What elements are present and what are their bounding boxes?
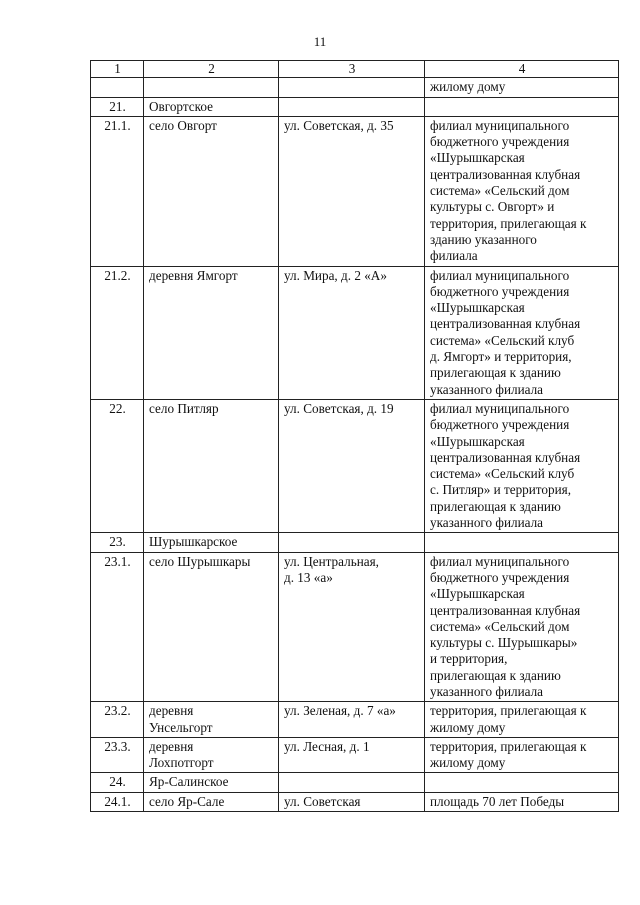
cell-text-line: территория, прилегающая к (430, 738, 587, 754)
cell-text-line: бюджетного учреждения (430, 417, 570, 433)
cell-text-line: указанного филиала (430, 683, 544, 699)
cell-text-line: с. Питляр» и территория, (430, 482, 572, 498)
header-col-4: 4 (425, 61, 619, 78)
cell-text-line: территория, прилегающая к (430, 215, 587, 231)
address-cell (279, 399, 425, 532)
row-number-cell: 24.1. (91, 792, 144, 811)
address-cell (279, 737, 425, 773)
cell-text-line: Унсельгорт (149, 719, 213, 735)
row-number-cell: 23.3. (91, 737, 144, 773)
cell-text-line: бюджетного учреждения (430, 283, 570, 299)
locality-name-cell (144, 773, 279, 792)
locality-name-cell (144, 737, 279, 773)
row-number-cell: 23. (91, 533, 144, 552)
description-cell (425, 116, 619, 266)
cell-text-line: бюджетного учреждения (430, 134, 570, 150)
cell-text-line: ул. Мира, д. 2 «А» (284, 267, 387, 283)
cell-text-line: прилегающая к зданию (430, 667, 561, 683)
cell-text-line: село Яр-Сале (149, 793, 225, 809)
description-cell (425, 266, 619, 399)
cell-text-line: село Овгорт (149, 117, 217, 133)
header-row (91, 61, 619, 78)
description-cell (425, 552, 619, 702)
description-cell (425, 702, 619, 738)
cell-text-line: централизованная клубная (430, 602, 581, 618)
cell-text-line: д. 13 «а» (284, 569, 333, 585)
cell-text-line: централизованная клубная (430, 449, 581, 465)
address-cell (279, 702, 425, 738)
page-number: 11 (313, 34, 327, 49)
header-col-2: 2 (144, 61, 279, 78)
cell-text-line: ул. Советская, д. 35 (284, 117, 394, 133)
cell-text-line: культуры с. Шурышкары» (430, 635, 578, 651)
cell-text-line: Овгортское (149, 98, 213, 114)
cell-text-line: деревня (149, 703, 194, 719)
description-cell (425, 97, 619, 116)
cell-text-line: село Питляр (149, 400, 219, 416)
address-cell (279, 266, 425, 399)
header-col-1: 1 (91, 61, 144, 78)
cell-text-line: централизованная клубная (430, 316, 581, 332)
description-cell (425, 737, 619, 773)
address-cell (279, 552, 425, 702)
locality-name-cell (144, 533, 279, 552)
description-cell (425, 78, 619, 97)
address-cell (279, 116, 425, 266)
locality-name-cell (144, 702, 279, 738)
cell-text-line: указанного филиала (430, 515, 544, 531)
table-row (91, 399, 619, 532)
cell-text-line: ул. Советская, д. 19 (284, 400, 394, 416)
cell-text-line: филиал муниципального (430, 553, 570, 569)
address-cell (279, 773, 425, 792)
row-number-cell: 23.2. (91, 702, 144, 738)
cell-text-line: «Шурышкарская (430, 586, 525, 602)
description-cell (425, 399, 619, 532)
cell-text-line: культуры с. Овгорт» и (430, 199, 555, 215)
row-number-cell: 21.2. (91, 266, 144, 399)
cell-text-line: жилому дому (430, 719, 506, 735)
cell-text-line: филиал муниципального (430, 117, 570, 133)
cell-text-line: филиал муниципального (430, 400, 570, 416)
locality-name-cell (144, 792, 279, 811)
cell-text-line: ул. Зеленая, д. 7 «а» (284, 703, 396, 719)
table-row (91, 266, 619, 399)
cell-text-line: зданию указанного (430, 231, 537, 247)
cell-text-line: Яр-Салинское (149, 774, 229, 790)
row-number-cell: 21.1. (91, 116, 144, 266)
cell-text-line: д. Ямгорт» и территория, (430, 349, 572, 365)
cell-text-line: прилегающая к зданию (430, 365, 561, 381)
cell-text-line: жилому дому (430, 755, 506, 771)
cell-text-line: село Шурышкары (149, 553, 251, 569)
cell-text-line: «Шурышкарская (430, 150, 525, 166)
locality-name-cell (144, 78, 279, 97)
header-col-3: 3 (279, 61, 425, 78)
cell-text-line: деревня Ямгорт (149, 267, 238, 283)
table-row (91, 702, 619, 738)
description-cell (425, 792, 619, 811)
cell-text-line: и территория, (430, 651, 508, 667)
cell-text-line: прилегающая к зданию (430, 498, 561, 514)
cell-text-line: система» «Сельский дом (430, 183, 570, 199)
locality-name-cell (144, 97, 279, 116)
row-number-cell: 22. (91, 399, 144, 532)
cell-text-line: Шурышкарское (149, 534, 238, 550)
cell-text-line: бюджетного учреждения (430, 569, 570, 585)
cell-text-line: система» «Сельский дом (430, 618, 570, 634)
address-cell (279, 792, 425, 811)
cell-text-line: жилому дому (430, 79, 506, 95)
address-cell (279, 97, 425, 116)
cell-text-line: централизованная клубная (430, 166, 581, 182)
cell-text-line: система» «Сельский клуб (430, 466, 575, 482)
row-number-cell: 21. (91, 97, 144, 116)
table-row (91, 792, 619, 811)
locality-name-cell (144, 266, 279, 399)
locality-name-cell (144, 399, 279, 532)
cell-text-line: система» «Сельский клуб (430, 332, 575, 348)
cell-text-line: ул. Лесная, д. 1 (284, 738, 370, 754)
locality-name-cell (144, 116, 279, 266)
row-number-cell (91, 78, 144, 97)
cell-text-line: ул. Центральная, (284, 553, 379, 569)
cell-text-line: деревня (149, 738, 194, 754)
table-row (91, 533, 619, 552)
row-number-cell: 23.1. (91, 552, 144, 702)
cell-text-line: ул. Советская (284, 793, 361, 809)
localities-table (90, 60, 619, 812)
locality-name-cell (144, 552, 279, 702)
cell-text-line: филиал муниципального (430, 267, 570, 283)
cell-text-line: «Шурышкарская (430, 300, 525, 316)
cell-text-line: территория, прилегающая к (430, 703, 587, 719)
cell-text-line: Лохпотгорт (149, 755, 214, 771)
table-row (91, 78, 619, 97)
table-row (91, 97, 619, 116)
cell-text-line: «Шурышкарская (430, 433, 525, 449)
table-row (91, 116, 619, 266)
description-cell (425, 533, 619, 552)
cell-text-line: филиала (430, 248, 478, 264)
address-cell (279, 533, 425, 552)
row-number-cell: 24. (91, 773, 144, 792)
address-cell (279, 78, 425, 97)
cell-text-line: площадь 70 лет Победы (430, 793, 565, 809)
cell-text-line: указанного филиала (430, 381, 544, 397)
table-row (91, 737, 619, 773)
table-row (91, 552, 619, 702)
description-cell (425, 773, 619, 792)
table-row (91, 773, 619, 792)
